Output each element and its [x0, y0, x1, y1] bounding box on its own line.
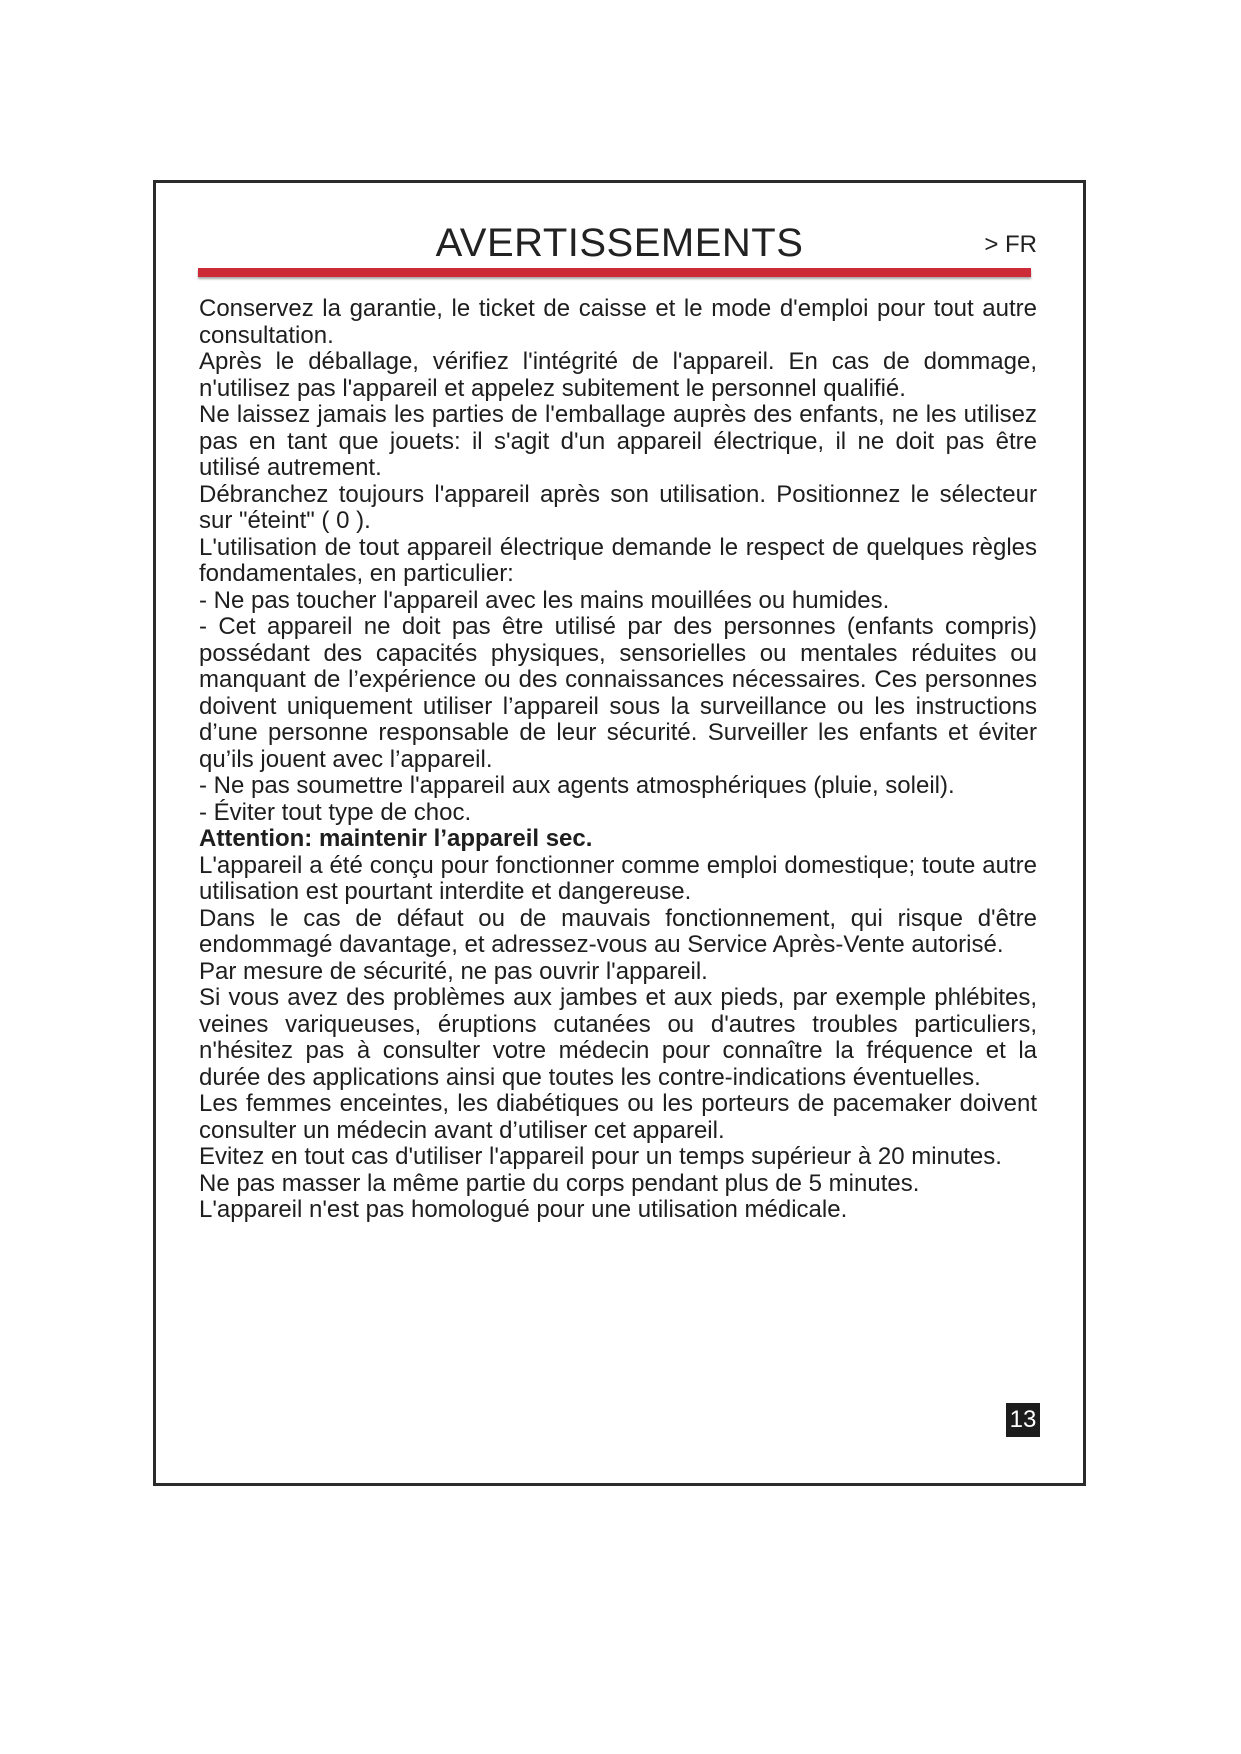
paragraph: Ne laissez jamais les parties de l'emballage auprès des enfants, ne les utilisez pas en tant que jouets: il s'agit d'un appareil électrique, il ne doit pas être utilisé autrement.: [199, 401, 1037, 481]
paragraph: Dans le cas de défaut ou de mauvais fonctionnement, qui risque d'être endommagé davantage, et adressez-vous au Service Après-Vente autorisé.: [199, 904, 1037, 958]
attention-notice: Attention: maintenir l’appareil sec.: [199, 825, 593, 852]
paragraph: Conservez la garantie, le ticket de caisse et le mode d'emploi pour tout autre consultation.: [199, 295, 1037, 349]
paragraph: Après le déballage, vérifiez l'intégrité de l'appareil. En cas de dommage, n'utilisez pas l'appareil et appelez subitement le personnel qualifié.: [199, 348, 1037, 402]
list-item: - Ne pas soumettre l'appareil aux agents atmosphériques (pluie, soleil).: [199, 772, 955, 799]
page-title: AVERTISSEMENTS: [435, 221, 804, 265]
paragraph: Débranchez toujours l'appareil après son utilisation. Positionnez le sélecteur sur "éteint" ( 0 ).: [199, 480, 1037, 534]
paragraph: Si vous avez des problèmes aux jambes et aux pieds, par exemple phlébites, veines variqueuses, éruptions cutanées ou d'autres troubles particuliers, n'hésitez pas à consulter votre médecin pour connaître la fréquence et la durée des applications ainsi que toutes les contre-indications éventuelles.: [199, 984, 1037, 1091]
paragraph: L'appareil a été conçu pour fonctionner comme emploi domestique; toute autre utilisation est pourtant interdite et dangereuse.: [199, 851, 1037, 905]
title-underline-bar: [198, 268, 1031, 277]
list-item: - Éviter tout type de choc.: [199, 798, 472, 826]
paragraph: Les femmes enceintes, les diabétiques ou les porteurs de pacemaker doivent consulter un médecin avant d’utiliser cet appareil.: [199, 1090, 1037, 1144]
list-item: - Ne pas toucher l'appareil avec les mains mouillées ou humides.: [199, 586, 890, 614]
language-indicator: > FR: [984, 231, 1037, 258]
paragraph: Ne pas masser la même partie du corps pendant plus de 5 minutes.: [199, 1169, 920, 1197]
paragraph: Evitez en tout cas d'utiliser l'appareil pour un temps supérieur à 20 minutes.: [199, 1143, 1002, 1170]
list-item: - Cet appareil ne doit pas être utilisé par des personnes (enfants compris) possédant des capacités physiques, sensorielles ou mentales réduites ou manquant de l’expérience ou des connaissances nécessaires. Ces personnes doivent uniquement utiliser l’appareil sous la surveillance ou les instructions d’une personne responsable de leur sécurité. Surveiller les enfants et éviter qu’ils jouent avec l’appareil.: [199, 613, 1037, 773]
warnings-body: [199, 296, 1037, 1224]
page-frame: [153, 180, 1086, 1486]
paragraph: L'appareil n'est pas homologué pour une utilisation médicale.: [199, 1196, 848, 1223]
page-number-badge: 13: [1006, 1403, 1040, 1437]
paragraph: L'utilisation de tout appareil électrique demande le respect de quelques règles fondamentales, en particulier:: [199, 533, 1037, 587]
paragraph: Par mesure de sécurité, ne pas ouvrir l'appareil.: [199, 957, 708, 985]
